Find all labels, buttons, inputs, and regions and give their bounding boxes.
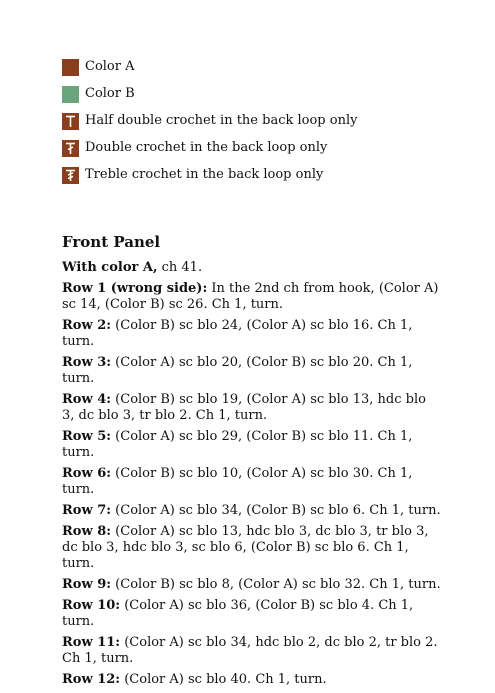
instruction-lead: Row 6: <box>62 466 112 481</box>
instruction-lead: Row 3: <box>62 355 112 370</box>
color-b-swatch <box>62 86 79 103</box>
instruction-text: (Color A) sc blo 29, (Color B) sc blo 11. Ch 1, turn. <box>62 429 413 460</box>
instruction-lead: Row 5: <box>62 429 112 444</box>
instruction-paragraph <box>62 503 442 519</box>
legend-item-tr-blo <box>62 166 357 184</box>
instruction-text: (Color B) sc blo 10, (Color A) sc blo 30. Ch 1, turn. <box>62 466 413 497</box>
instruction-lead: Row 7: <box>62 503 112 518</box>
dc-blo-icon <box>62 140 79 157</box>
legend-label: Treble crochet in the back loop only <box>85 167 324 182</box>
stitch-legend <box>62 58 357 193</box>
instruction-paragraph <box>62 524 442 572</box>
legend-label: Double crochet in the back loop only <box>85 140 328 155</box>
hdc-blo-icon <box>62 113 79 130</box>
instruction-lead: Row 12: <box>62 672 121 687</box>
instruction-text: (Color A) sc blo 40. Ch 1, turn. <box>120 672 327 687</box>
instruction-lead: Row 10: <box>62 598 121 613</box>
instruction-paragraph <box>62 260 442 276</box>
legend-label: Color A <box>85 59 135 74</box>
legend-item-dc-blo <box>62 139 357 157</box>
instruction-paragraph <box>62 672 442 688</box>
legend-label: Color B <box>85 86 135 101</box>
legend-item-color-a <box>62 58 357 76</box>
instruction-lead: With color A, <box>62 260 158 275</box>
instruction-text: In the 2nd ch from hook, (Color A) sc 14, (Color B) sc 26. Ch 1, turn. <box>62 281 439 312</box>
front-panel-section <box>62 232 442 693</box>
instruction-lead: Row 4: <box>62 392 112 407</box>
instruction-lead: Row 11: <box>62 635 121 650</box>
instruction-text: (Color A) sc blo 36, (Color B) sc blo 4. Ch 1, turn. <box>62 598 414 629</box>
instruction-text: ch 41. <box>157 260 203 275</box>
instruction-text: (Color A) sc blo 34, (Color B) sc blo 6. Ch 1, turn. <box>111 503 441 518</box>
instruction-paragraph <box>62 429 442 461</box>
instruction-lead: Row 9: <box>62 577 112 592</box>
instruction-text: (Color A) sc blo 13, hdc blo 3, dc blo 3, tr blo 3, dc blo 3, hdc blo 3, sc blo 6, (Color B) sc blo 6. Ch 1, turn. <box>62 524 429 571</box>
instruction-paragraph <box>62 598 442 630</box>
instruction-lead: Row 1 (wrong side): <box>62 281 208 296</box>
legend-label: Half double crochet in the back loop only <box>85 113 358 128</box>
tr-blo-icon <box>62 167 79 184</box>
instruction-text: (Color A) sc blo 34, hdc blo 2, dc blo 2, tr blo 2. Ch 1, turn. <box>62 635 438 666</box>
instruction-paragraph <box>62 392 442 424</box>
instruction-text: (Color A) sc blo 20, (Color B) sc blo 20. Ch 1, turn. <box>62 355 413 386</box>
instruction-paragraph <box>62 466 442 498</box>
instruction-paragraph <box>62 281 442 313</box>
instruction-lead: Row 8: <box>62 524 112 539</box>
instruction-paragraph <box>62 318 442 350</box>
instruction-text: (Color B) sc blo 24, (Color A) sc blo 16. Ch 1, turn. <box>62 318 413 349</box>
legend-item-hdc-blo <box>62 112 357 130</box>
instruction-paragraph <box>62 577 442 593</box>
instruction-text: (Color B) sc blo 8, (Color A) sc blo 32. Ch 1, turn. <box>111 577 441 592</box>
section-heading: Front Panel <box>62 233 161 251</box>
legend-item-color-b <box>62 85 357 103</box>
instruction-text: (Color B) sc blo 19, (Color A) sc blo 13, hdc blo 3, dc blo 3, tr blo 2. Ch 1, turn. <box>62 392 426 423</box>
instruction-paragraph <box>62 355 442 387</box>
instruction-lead: Row 2: <box>62 318 112 333</box>
color-a-swatch <box>62 59 79 76</box>
